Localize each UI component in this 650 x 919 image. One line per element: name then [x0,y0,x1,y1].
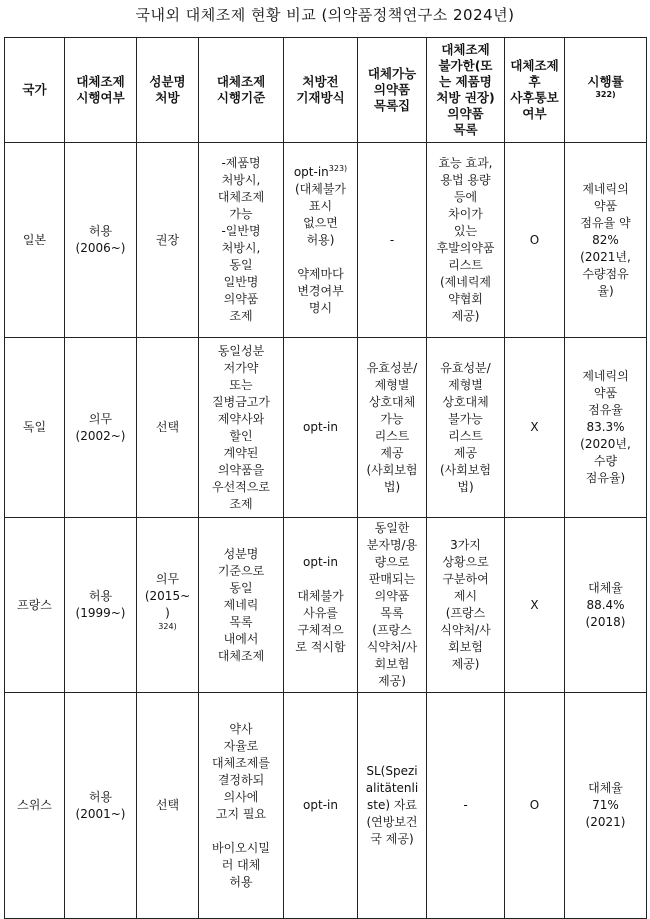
table-row [5,518,647,693]
footnote-ref: 324) [158,622,177,631]
header-post-notice: 대체조제 후 사후통보 여부 [505,38,565,143]
table-row [5,338,647,518]
rate-cell: 제네릭의 약품 점유율 약 82% (2021년, 수량점유 율) [565,143,647,338]
rx-method-cell: opt-in [284,338,358,518]
list-cell: - [358,143,427,338]
generic-rx-cell: 권장 [137,143,199,338]
criteria-cell: 동일성분 저가약 또는 질병금고가 제약사와 할인 계약된 의약품을 우선적으로 조제 [199,338,284,518]
criteria-cell: 성분명 기준으로 동일 제네릭 목록 내에서 대체조제 [199,518,284,693]
generic-rx-cell: 의무 (2015~ ) $^{324)}$ [137,518,199,693]
criteria-cell: 약사 자율로 대체조제를 결정하되 의사에 고지 필요 바이오시밀 러 대체 허용 [199,693,284,919]
rate-cell: 제네릭의 약품 점유율 83.3% (2020년, 수량 점유율) [565,338,647,518]
status-cell: 허용 (2006~) [65,143,137,338]
country-cell: 스위스 [5,693,65,919]
list-cell: 동일한 분자명/용 량으로 판매되는 의약품 목록 (프랑스 식약처/사 회보험 제공) [358,518,427,693]
header-rx-method: 처방전 기재방식 [284,38,358,143]
generic-rx-cell: 선택 [137,338,199,518]
notice-cell: O [505,693,565,919]
rx-method-cell: opt-in 대체불가 사유를 구체적으 로 적시함 [284,518,358,693]
comparison-table [4,37,647,919]
notice-cell: X [505,518,565,693]
criteria-cell: -제품명 처방시, 대체조제 가능 -일반명 처방시, 동일 일반명 의약품 조제 [199,143,284,338]
header-substitutable-list: 대체가능 의약품 목록집 [358,38,427,143]
header-status: 대체조제 시행여부 [65,38,137,143]
header-generic-rx: 성분명 처방 [137,38,199,143]
country-cell: 프랑스 [5,518,65,693]
nonsub-cell: 효능 효과, 용법 용량 등에 차이가 있는 후발의약품 리스트 (제네릭제 약협회 제공) [427,143,505,338]
rate-cell: 대체율 71% (2021) [565,693,647,919]
status-cell: 허용 (1999~) [65,518,137,693]
country-cell: 일본 [5,143,65,338]
rx-method-cell: opt-$in^{323)}$ (대체불가 표시 없으면 허용) 약제마다 변경여부 명시 [284,143,358,338]
nonsub-cell: 유효성분/ 제형별 상호대체 불가능 리스트 제공 (사회보험 법) [427,338,505,518]
notice-cell: X [505,338,565,518]
generic-rx-cell: 선택 [137,693,199,919]
nonsub-cell: - [427,693,505,919]
list-cell: SL(Spezi alitätenli ste) 자료 (연방보건 국 제공) [358,693,427,919]
page-title: 국내외 대체조제 현황 비교 (의약품정책연구소 2024년) [135,6,515,24]
footnote-ref: 323) [328,163,348,173]
rate-cell: 대체율 88.4% (2018) [565,518,647,693]
footnote-ref: 322) [595,89,616,99]
notice-cell: O [505,143,565,338]
rx-method-cell: opt-in [284,693,358,919]
status-cell: 의무 (2002~) [65,338,137,518]
country-cell: 독일 [5,338,65,518]
nonsub-cell: 3가지 상황으로 구분하여 제시 (프랑스 식약처/사 회보험 제공) [427,518,505,693]
header-criteria: 대체조제 시행기준 [199,38,284,143]
status-cell: 허용 (2001~) [65,693,137,919]
list-cell: 유효성분/ 제형별 상호대체 가능 리스트 제공 (사회보험 법) [358,338,427,518]
header-rate: 시행률 $^{322)}$ [565,38,647,143]
table-row [5,143,647,338]
header-row [5,38,647,143]
table-row [5,693,647,919]
header-nonsubstitutable-list: 대체조제 불가한(또 는 제품명 처방 권장) 의약품 목록 [427,38,505,143]
header-country: 국가 [5,38,65,143]
